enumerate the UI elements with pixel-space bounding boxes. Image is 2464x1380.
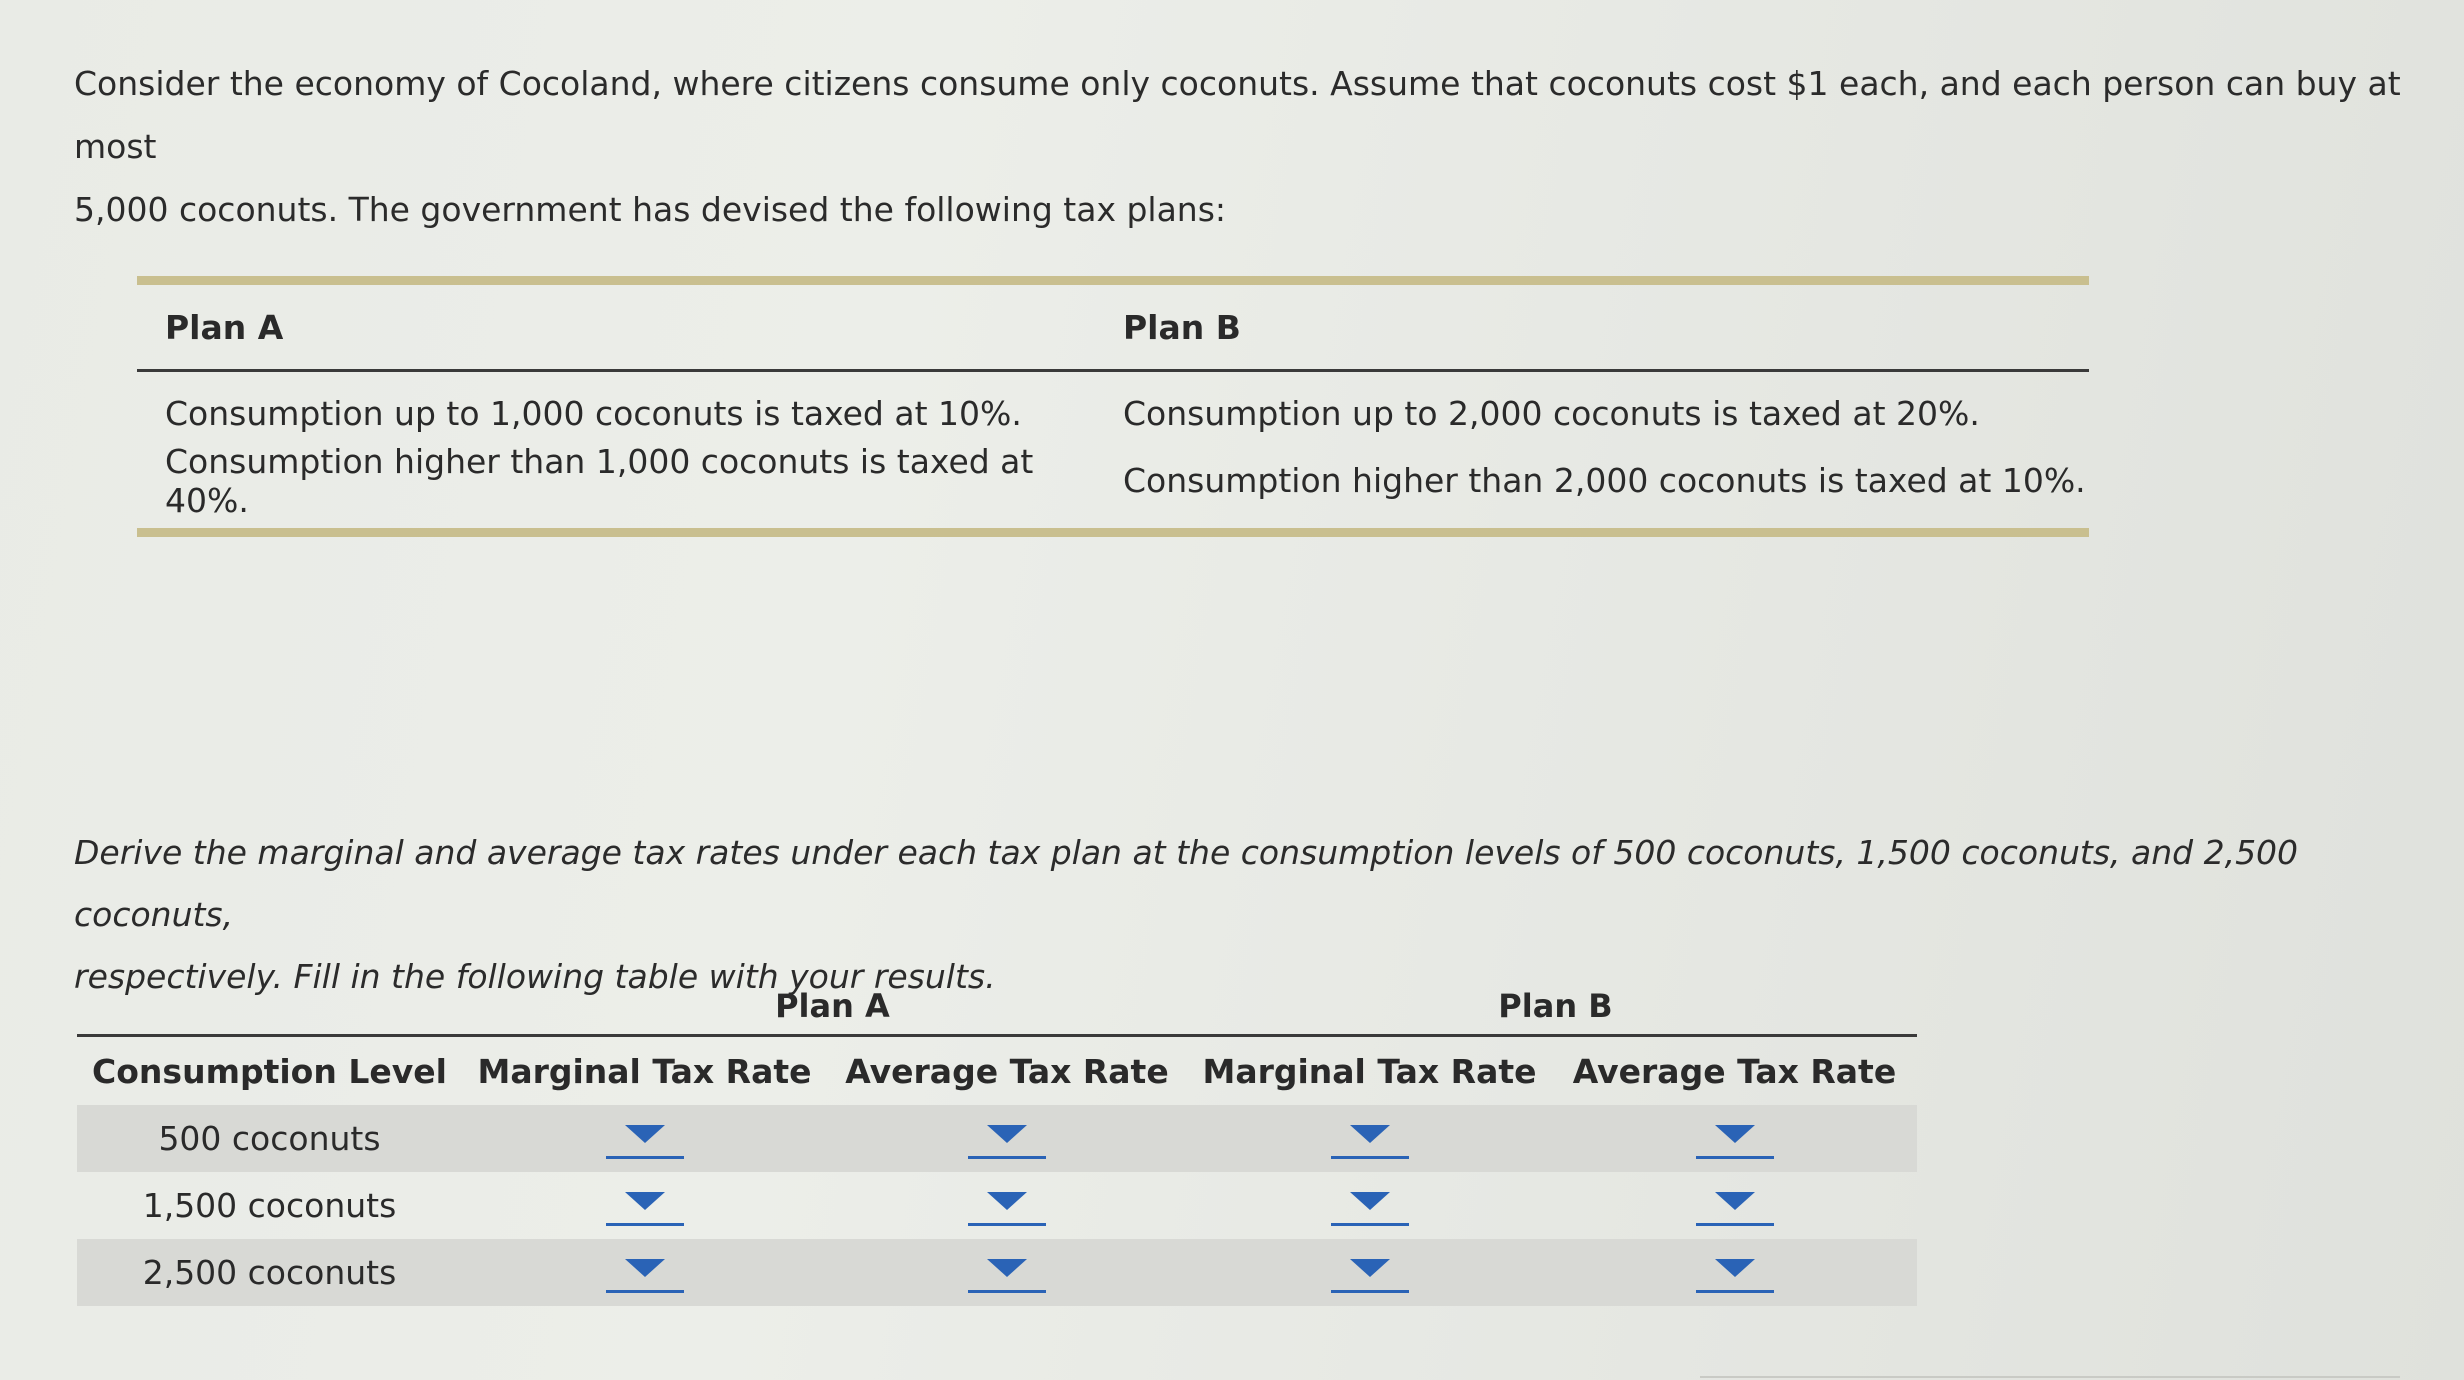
col-plan-a-marginal: Marginal Tax Rate [477,1051,812,1091]
plan-a-marginal-dropdown[interactable] [606,1117,684,1161]
chevron-down-icon [625,1192,665,1210]
plan-a-header: Plan A [165,307,284,347]
chevron-down-icon [1715,1259,1755,1277]
group-plan-a: Plan A [775,987,890,1025]
instruction-line-2: respectively. Fill in the following table with your results. [74,957,996,996]
instruction-line-1: Derive the marginal and average tax rates under each tax plan at the consumption levels of 500 coconuts, 1,500 coconuts, and 2,500 coconuts, [74,833,2299,934]
row-label: 2,500 coconuts [142,1253,397,1292]
chevron-down-icon [1350,1125,1390,1143]
plan-a-rule: Consumption higher than 1,000 coconuts is taxed at 40%. [165,441,1034,520]
row-label: 1,500 coconuts [142,1186,397,1225]
tax-plans-row [137,380,2089,447]
col-plan-b-marginal: Marginal Tax Rate [1202,1051,1537,1091]
group-plan-b: Plan B [1498,987,1613,1025]
table-row [77,1172,1917,1239]
plan-b-average-dropdown[interactable] [1696,1184,1774,1228]
chevron-down-icon [1350,1259,1390,1277]
divider [1700,1376,2400,1378]
tax-plans-header [137,285,2089,372]
plan-a-average-dropdown[interactable] [968,1184,1046,1228]
table-bottom-rule [137,528,2089,537]
chevron-down-icon [987,1125,1027,1143]
tax-plans-table [137,276,2089,537]
table-row [77,1239,1917,1306]
tax-plans-row [137,441,2089,520]
col-consumption-level: Consumption Level [92,1051,447,1091]
plan-group-header [77,978,1917,1037]
plan-b-marginal-dropdown[interactable] [1331,1184,1409,1228]
table-row [77,1105,1917,1172]
plan-b-average-dropdown[interactable] [1696,1117,1774,1161]
chevron-down-icon [987,1259,1027,1277]
intro-line-1: Consider the economy of Cocoland, where citizens consume only coconuts. Assume that coconuts cost $1 each, and each person can buy at most [74,64,2401,166]
plan-a-average-dropdown[interactable] [968,1251,1046,1295]
chevron-down-icon [1715,1125,1755,1143]
chevron-down-icon [1715,1192,1755,1210]
plan-b-rule: Consumption up to 2,000 coconuts is taxed at 20%. [1123,394,1980,433]
plan-b-average-dropdown[interactable] [1696,1251,1774,1295]
col-plan-b-average: Average Tax Rate [1572,1051,1897,1091]
plan-a-rule: Consumption up to 1,000 coconuts is taxed at 10%. [165,394,1022,433]
plan-b-marginal-dropdown[interactable] [1331,1251,1409,1295]
chevron-down-icon [625,1259,665,1277]
intro-line-2: 5,000 coconuts. The government has devised the following tax plans: [74,190,1227,229]
plan-b-header: Plan B [1123,307,1241,347]
plan-a-average-dropdown[interactable] [968,1117,1046,1161]
chevron-down-icon [625,1125,665,1143]
plan-a-marginal-dropdown[interactable] [606,1184,684,1228]
table-top-rule [137,276,2089,285]
results-table [77,978,1917,1306]
plan-b-rule: Consumption higher than 2,000 coconuts is taxed at 10%. [1123,461,2086,500]
plan-b-marginal-dropdown[interactable] [1331,1117,1409,1161]
intro-text [74,52,2414,241]
chevron-down-icon [987,1192,1027,1210]
col-plan-a-average: Average Tax Rate [845,1051,1169,1091]
column-headers [77,1037,1917,1105]
row-label: 500 coconuts [158,1119,381,1158]
chevron-down-icon [1350,1192,1390,1210]
plan-a-marginal-dropdown[interactable] [606,1251,684,1295]
